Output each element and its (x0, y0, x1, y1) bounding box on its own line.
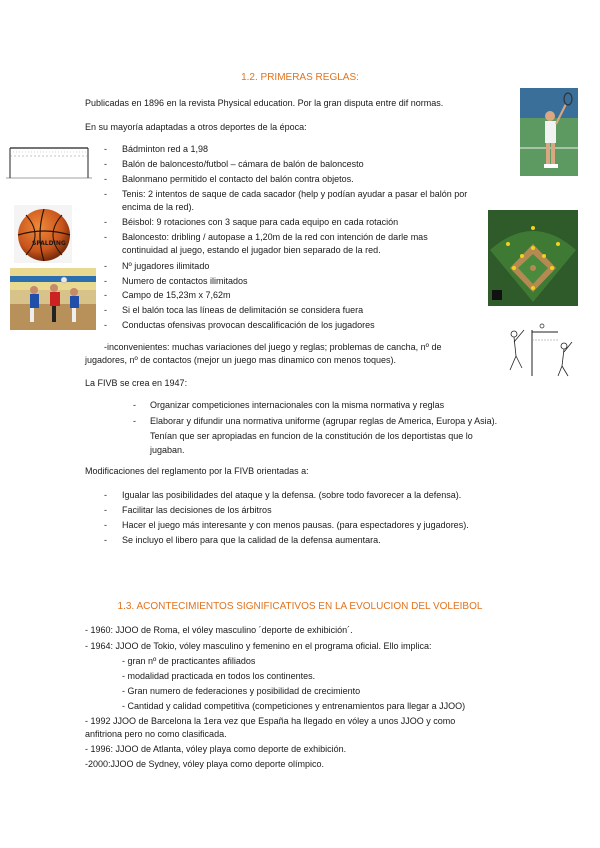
event-1992-cont: anfitriona pero no como clasificada. (85, 729, 227, 739)
bullet-dash: - (104, 159, 107, 169)
bullet-dash: - (104, 505, 107, 515)
fivb-text: La FIVB se crea en 1947: (85, 378, 188, 388)
list-item: - gran nº de practicantes afiliados (122, 656, 256, 666)
event-1964: - 1964: JJOO de Tokio, vóley masculino y femenino en el programa oficial. Ello implica: (85, 641, 432, 651)
list-item: - modalidad practicada en todos los continentes. (122, 671, 316, 681)
adapted-text: En su mayoría adaptadas a otros deportes de la época: (85, 122, 307, 132)
bullet-dash: - (104, 144, 107, 154)
list-item: Igualar las posibilidades del ataque y la defensa. (sobre todo favorecer a la defensa). (122, 490, 462, 500)
list-item-continuation: Tenían que ser apropiadas en funcion de la constitución de los deportistas que lo (150, 431, 473, 441)
list-item: Hacer el juego más interesante y con menos pausas. (para espectadores y jugadores). (122, 520, 469, 530)
list-item-continuation: encima de la red). (122, 202, 195, 212)
bullet-dash: - (104, 490, 107, 500)
list-item: Bádminton red a 1,98 (122, 144, 209, 154)
list-item: Tenis: 2 intentos de saque de cada sacador (help y podían ayudar a pasar el balón por (122, 189, 468, 199)
event-1996: - 1996: JJOO de Atlanta, vóley playa como deporte de exhibición. (85, 744, 347, 754)
bullet-dash: - (104, 276, 107, 286)
basketball-brand: SPALDING (32, 240, 66, 247)
list-item: Balón de baloncesto/futbol – cámara de balón de baloncesto (122, 159, 364, 169)
list-item: Campo de 15,23m x 7,62m (122, 290, 231, 300)
bullet-dash: - (104, 261, 107, 271)
section-title-acontecimientos: 1.3. ACONTECIMIENTOS SIGNIFICATIVOS EN LA EVOLUCION DEL VOLEIBOL (117, 601, 483, 612)
inconvenientes-line2: jugadores, nº de contactos (mejor un juego mas dinamico con menos toques). (85, 355, 396, 365)
event-2000: -2000:JJOO de Sydney, vóley playa como deporte olímpico. (85, 759, 324, 769)
bullet-dash: - (104, 189, 107, 199)
bullet-dash: - (133, 400, 136, 410)
bullet-dash: - (104, 520, 107, 530)
mods-text: Modificaciones del reglamento por la FIVB orientadas a: (85, 466, 309, 476)
list-item: Conductas ofensivas provocan descalificación de los jugadores (122, 320, 375, 330)
list-item: Balonmano permitido el contacto del balón contra objetos. (122, 174, 354, 184)
bullet-dash: - (104, 217, 107, 227)
list-item: Nº jugadores ilimitado (122, 261, 210, 271)
event-1960: - 1960: JJOO de Roma, el vóley masculino ´deporte de exhibición´. (85, 625, 353, 635)
list-item: Numero de contactos ilimitados (122, 276, 248, 286)
badminton-net-image (6, 140, 92, 180)
handball-players-image (10, 268, 96, 330)
bullet-dash: - (104, 232, 107, 242)
event-1992: - 1992 JJOO de Barcelona la 1era vez que España ha llegado en vóley a unos JJOO y como (85, 716, 456, 726)
list-item: Organizar competiciones internacionales con la misma normativa y reglas (150, 400, 445, 410)
section-title-primeras-reglas: 1.2. PRIMERAS REGLAS: (241, 72, 359, 83)
list-item: Se incluyo el libero para que la calidad de la defensa aumentara. (122, 535, 381, 545)
bullet-dash: - (104, 174, 107, 184)
bullet-dash: - (133, 416, 136, 426)
baseball-field-image (488, 210, 578, 306)
list-item: Baloncesto: dribling / autopase a 1,20m de la red con intención de darle mas (122, 232, 428, 242)
bullet-dash: - (104, 305, 107, 315)
list-item: Béisbol: 9 rotaciones con 3 saque para cada equipo en cada rotación (122, 217, 399, 227)
list-item: Elaborar y difundir una normativa uniforme (agrupar reglas de America, Europa y Asia). (150, 416, 498, 426)
inconvenientes-line1: -inconvenientes: muchas variaciones del juego y reglas; problemas de cancha, nº de (104, 342, 442, 352)
bullet-dash: - (104, 320, 107, 330)
list-item: Facilitar las decisiones de los árbitros (122, 505, 272, 515)
volleyball-sketch-image (502, 322, 578, 378)
bullet-dash: - (104, 290, 107, 300)
list-item: - Gran numero de federaciones y posibilidad de crecimiento (122, 686, 361, 696)
list-item: - Cantidad y calidad competitiva (competiciones y entrenamientos para llegar a JJOO) (122, 701, 466, 711)
list-item: Si el balón toca las líneas de delimitación se considera fuera (122, 305, 364, 315)
list-item-continuation: jugaban. (150, 445, 185, 455)
basketball-image (14, 205, 72, 263)
intro-text: Publicadas en 1896 en la revista Physical education. Por la gran disputa entre dif normas. (85, 98, 444, 108)
tennis-player-image (520, 88, 578, 176)
list-item-continuation: continuidad al juego, estando el jugador bien separado de la red. (122, 245, 381, 255)
bullet-dash: - (104, 535, 107, 545)
